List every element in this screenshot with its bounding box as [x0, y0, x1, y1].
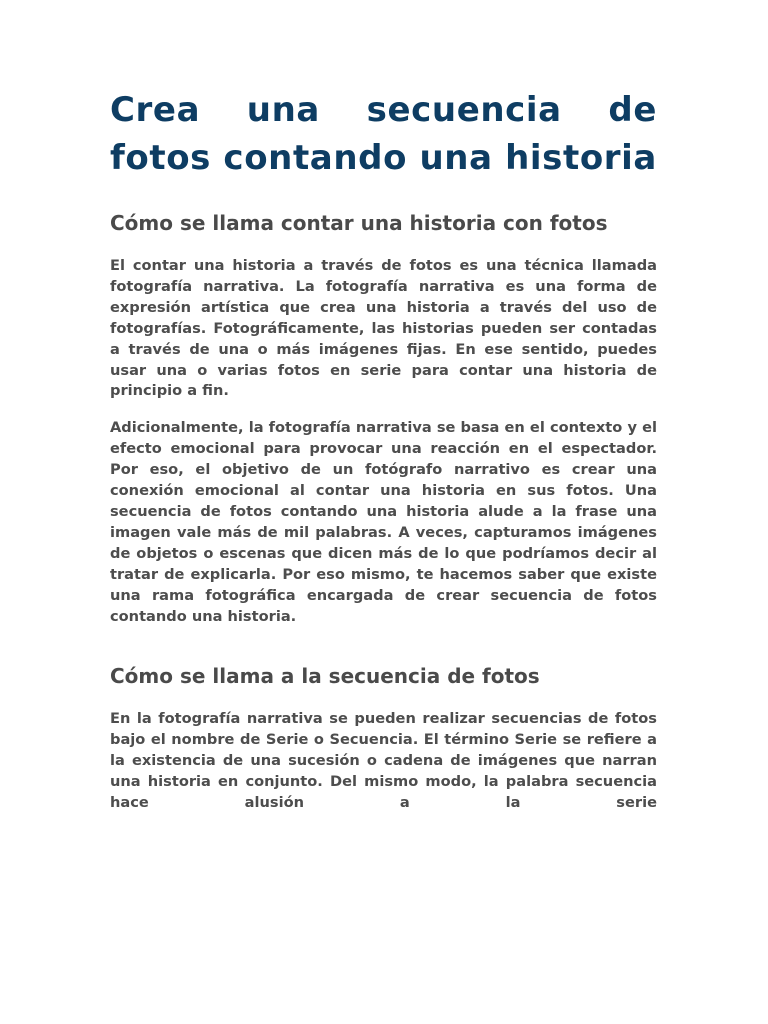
- section-2-paragraph-1: En la fotografía narrativa se pueden realizar secuencias de fotos bajo el nombre de Serie o Secuencia. El término Serie se refiere a la existencia de una sucesión o cadena de imágenes que narran una historia en conjunto. Del mismo modo, la palabra secuencia hace alusión a la serie: [110, 710, 657, 812]
- section-1-paragraph-1: El contar una historia a través de fotos es una técnica llamada fotografía narrativa. La fotografía narrativa es una forma de expresión artística que crea una historia a través del uso de fotografías. Fotográficamente, las historias pueden ser contadas a través de una o más imágenes fijas. En ese sentido, puedes usar una o varias fotos en serie para contar una historia de principio a fin.: [110, 257, 657, 400]
- section-1-paragraph-2: Adicionalmente, la fotografía narrativa se basa en el contexto y el efecto emocional para provocar una reacción en el espectador. Por eso, el objetivo de un fotógrafo narrativo es crear una conexión emocional al contar una historia en sus fotos. Una secuencia de fotos contando una historia alude a la frase una imagen vale más de mil palabras. A veces, capturamos imágenes de objetos o escenas que dicen más de lo que podríamos decir al tratar de explicarla. Por eso mismo, te hacemos saber que existe una rama fotográfica encargada de crear secuencia de fotos contando una historia.: [110, 419, 657, 625]
- section-heading-1: Cómo se llama contar una historia con fotos: [110, 211, 608, 235]
- document-page: [110, 86, 657, 814]
- section-heading-2: Cómo se llama a la secuencia de fotos: [110, 664, 540, 689]
- page-title: Crea una secuencia de fotos contando una historia: [110, 90, 657, 178]
